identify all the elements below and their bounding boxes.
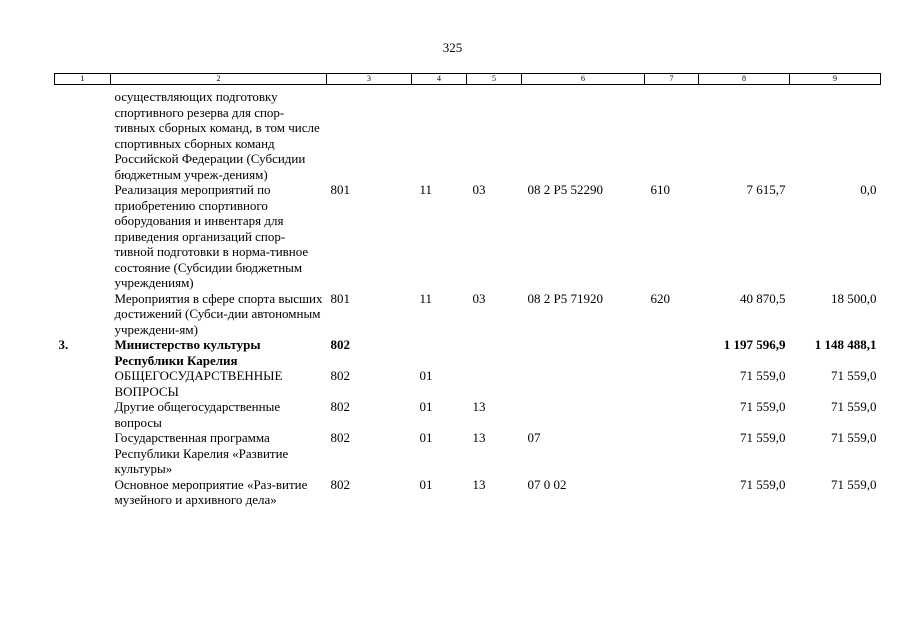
expense-type: 610 <box>650 182 670 197</box>
budget-table <box>54 73 881 508</box>
subsection-code <box>467 368 522 399</box>
amount-year-2: 71 559,0 <box>831 368 877 383</box>
amount-year-1: 40 870,5 <box>740 290 786 306</box>
ral-code: 801 <box>330 182 350 197</box>
section-code <box>412 337 467 368</box>
amount-year-2: 71 559,0 <box>831 476 877 492</box>
expense-type <box>645 368 699 399</box>
column-number-header <box>55 74 881 85</box>
row-number: 3. <box>58 337 69 352</box>
section-code: 11 <box>419 182 433 197</box>
row-name: Государственная программа Республики Карелия «Развитие культуры» <box>114 430 289 476</box>
target-code <box>522 337 645 368</box>
row-name: Основное мероприятие «Раз-витие музейного и архивного дела» <box>114 476 308 507</box>
column-header: 1 <box>55 74 111 85</box>
table-row <box>55 368 881 399</box>
ral-code: 802 <box>330 476 350 492</box>
table-body <box>55 89 881 508</box>
expense-type <box>645 399 699 430</box>
ral-code: 802 <box>330 337 350 352</box>
row-name: Министерство культуры Республики Карелия <box>114 337 261 368</box>
row-number <box>55 291 111 338</box>
column-header: 5 <box>467 74 522 85</box>
row-number <box>55 368 111 399</box>
amount-year-2 <box>790 89 881 182</box>
row-number <box>55 477 111 508</box>
table-row <box>55 89 881 182</box>
section-code: 01 <box>419 368 433 383</box>
target-code: 07 0 02 <box>527 476 567 492</box>
row-name: Мероприятия в сфере спорта высших достижений (Субси-дии автономным учреждени-ям) <box>114 290 323 337</box>
table-row <box>55 291 881 338</box>
target-code: 08 2 Р5 71920 <box>527 290 603 306</box>
ral-code: 802 <box>330 430 350 445</box>
section-code: 01 <box>419 430 433 445</box>
amount-year-2: 1 148 488,1 <box>814 337 877 352</box>
expense-type: 620 <box>650 290 670 306</box>
subsection-code <box>467 337 522 368</box>
row-name: осуществляющих подготовку спортивного резерва для спор-тивных сборных команд, в том числе спортивных сборных команд Российской Федерации (Субсидии бюджетным учреж-дениям) <box>114 89 320 182</box>
section-code <box>412 89 467 182</box>
expense-type <box>645 430 699 477</box>
row-number <box>55 89 111 182</box>
amount-year-1: 1 197 596,9 <box>723 337 786 352</box>
amount-year-2: 71 559,0 <box>831 399 877 414</box>
ral-code: 802 <box>330 368 350 383</box>
amount-year-1: 71 559,0 <box>740 430 786 445</box>
expense-type <box>645 89 699 182</box>
amount-year-2: 0,0 <box>860 182 877 197</box>
amount-year-2: 71 559,0 <box>831 430 877 445</box>
section-code: 01 <box>419 476 433 492</box>
ral-code <box>327 89 412 182</box>
expense-type <box>645 337 699 368</box>
target-code: 08 2 Р5 52290 <box>527 182 603 197</box>
table-row <box>55 430 881 477</box>
table-row <box>55 337 881 368</box>
table-row <box>55 182 881 291</box>
row-number <box>55 430 111 477</box>
column-header: 4 <box>412 74 467 85</box>
column-header: 8 <box>699 74 790 85</box>
subsection-code: 13 <box>472 476 486 492</box>
row-name: ОБЩЕГОСУДАРСТВЕННЫЕ ВОПРОСЫ <box>114 368 283 399</box>
subsection-code <box>467 89 522 182</box>
target-code <box>522 399 645 430</box>
row-number <box>55 399 111 430</box>
column-header: 9 <box>790 74 881 85</box>
column-header: 7 <box>645 74 699 85</box>
section-code: 01 <box>419 399 433 414</box>
subsection-code: 03 <box>472 290 486 306</box>
subsection-code: 13 <box>472 430 486 445</box>
target-code <box>522 368 645 399</box>
subsection-code: 03 <box>472 182 486 197</box>
amount-year-1 <box>699 89 790 182</box>
table-row <box>55 399 881 430</box>
row-name: Другие общегосударственные вопросы <box>114 399 281 430</box>
amount-year-1: 71 559,0 <box>740 476 786 492</box>
row-number <box>55 182 111 291</box>
column-header: 6 <box>522 74 645 85</box>
expense-type <box>645 477 699 508</box>
table-row <box>55 477 881 508</box>
column-header: 3 <box>327 74 412 85</box>
amount-year-2: 18 500,0 <box>831 290 877 306</box>
amount-year-1: 71 559,0 <box>740 368 786 383</box>
ral-code: 802 <box>330 399 350 414</box>
row-name: Реализация мероприятий по приобретению спортивного оборудования и инвентаря для приведения организаций спор-тивной подготовки в норма-тивное состояние (Субсидии бюджетным учреждениям) <box>114 182 309 290</box>
column-header: 2 <box>111 74 327 85</box>
amount-year-1: 7 615,7 <box>746 182 786 197</box>
ral-code: 801 <box>330 290 350 306</box>
section-code: 11 <box>419 290 433 306</box>
target-code: 07 <box>527 430 541 445</box>
page-number: 325 <box>442 40 463 55</box>
amount-year-1: 71 559,0 <box>740 399 786 414</box>
target-code <box>522 89 645 182</box>
subsection-code: 13 <box>472 399 486 414</box>
